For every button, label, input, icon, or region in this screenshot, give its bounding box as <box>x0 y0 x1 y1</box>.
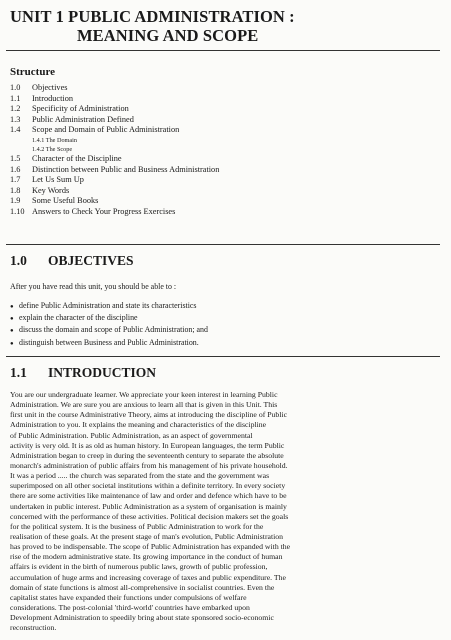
objective-text: explain the character of the discipline <box>19 313 138 323</box>
bullet-icon: ● <box>10 304 14 310</box>
introduction-title: INTRODUCTION <box>48 365 157 380</box>
objective-item <box>10 337 208 349</box>
structure-item-number: 1.7 <box>10 175 21 185</box>
objective-item <box>10 300 208 312</box>
introduction-line: concerned with the performance of these activities. Political decision makers set the goals <box>10 511 289 521</box>
structure-item-label: Let Us Sum Up <box>32 175 84 185</box>
unit-title-line-2: MEANING AND SCOPE <box>77 26 259 45</box>
introduction-line: Administration. We are sure you are anxious to learn all that is given in this Unit. This <box>10 400 278 410</box>
introduction-line: Administration to you. It explains the meaning and characteristics of the discipline <box>10 420 267 430</box>
structure-item-label: Introduction <box>32 93 74 103</box>
objectives-intro: After you have read this unit, you should be able to : <box>10 282 177 291</box>
introduction-number: 1.1 <box>10 365 27 380</box>
introduction-line: there are some activities like maintenance of law and order and defence which have to be <box>10 491 287 501</box>
structure-item <box>10 207 430 218</box>
objective-text: discuss the domain and scope of Public Administration; and <box>19 325 208 335</box>
objectives-heading <box>10 253 134 269</box>
introduction-divider <box>6 356 440 357</box>
introduction-line: considerations. The post-colonial 'third-world' countries have embarked upon <box>10 602 250 612</box>
objectives-number: 1.0 <box>10 253 27 268</box>
structure-item-number: 1.9 <box>10 196 21 206</box>
structure-item-number: 1.5 <box>10 153 21 163</box>
introduction-line: capitalist states have expanded their functions under compulsions of welfare <box>10 592 247 602</box>
unit-title-line-1: UNIT 1 PUBLIC ADMINISTRATION : <box>10 7 295 26</box>
introduction-line: Administration began to creep in during the seventeenth century to separate the absolute <box>10 450 284 460</box>
introduction-line: activity is very old. It is as old as human history. In European languages, the term Public <box>10 440 285 450</box>
introduction-line: It was a period ..... the church was separated from the state and the government was <box>10 471 270 481</box>
structure-subitem <box>10 145 430 154</box>
introduction-heading <box>10 365 156 381</box>
introduction-line: of Public Administration. Public Administration, as an aspect of governmental <box>10 430 253 440</box>
introduction-line: rise of the modern administrative state. Its growing importance in the conduct of human <box>10 552 283 562</box>
structure-item-number: 1.10 <box>10 206 25 216</box>
objective-item <box>10 312 208 324</box>
structure-item-label: Specificity of Administration <box>32 104 129 114</box>
objectives-title: OBJECTIVES <box>48 253 134 268</box>
objective-item <box>10 324 208 336</box>
structure-item-label: 1.4.1 The Domain <box>32 136 77 144</box>
structure-item <box>10 154 430 165</box>
unit-title <box>10 7 440 45</box>
structure-item-label: Distinction between Public and Business Administration <box>32 164 220 174</box>
structure-item-label: Key Words <box>32 185 70 195</box>
structure-item-number: 1.6 <box>10 164 21 174</box>
introduction-line: has proved to be indispensable. The scope of Public Administration has expanded with the <box>10 542 291 552</box>
structure-item-number: 1.8 <box>10 185 21 195</box>
structure-item-number: 1.2 <box>10 104 21 114</box>
structure-item <box>10 94 430 105</box>
objectives-list <box>10 300 208 349</box>
structure-heading: Structure <box>10 66 56 78</box>
structure-item <box>10 83 430 94</box>
introduction-body <box>10 390 440 633</box>
structure-item-number: 1.3 <box>10 114 21 124</box>
introduction-line: affairs is evident in the birth of numerous public laws, growth of public profession, <box>10 562 268 572</box>
structure-item-label: Answers to Check Your Progress Exercises <box>32 206 176 216</box>
objectives-divider <box>6 244 440 245</box>
title-divider <box>6 50 440 51</box>
structure-item-number: 1.1 <box>10 93 21 103</box>
introduction-line: accumulation of huge arms and increasing coverage of taxes and public expenditure. The <box>10 572 286 582</box>
structure-item-label: 1.4.2 The Scope <box>32 145 73 153</box>
bullet-icon: ● <box>10 328 14 335</box>
structure-item-number: 1.4 <box>10 125 21 135</box>
structure-item-label: Character of the Discipline <box>32 153 122 163</box>
introduction-line: You are our undergraduate learner. We appreciate your keen interest in learning Public <box>10 390 278 399</box>
objective-text: define Public Administration and state its characteristics <box>19 301 197 310</box>
introduction-line: monarch's administration of public affairs from his management of his private household. <box>10 460 288 470</box>
structure-item-number: 1.0 <box>10 83 21 92</box>
structure-item-label: Public Administration Defined <box>32 114 134 124</box>
structure-item-label: Objectives <box>32 83 68 92</box>
introduction-line: for the political system. It is the business of Public Administration to work for the <box>10 521 264 531</box>
structure-item-label: Some Useful Books <box>32 196 99 206</box>
introduction-line: superimposed on all other societal institutions within a definite territory. In every society <box>10 481 286 491</box>
structure-item <box>10 104 430 115</box>
objective-text: distinguish between Business and Public Administration. <box>19 337 199 347</box>
introduction-line: first unit in the course Administrative Theory, aims at introducing the discipline of Public <box>10 410 288 420</box>
structure-item <box>10 196 430 207</box>
structure-item <box>10 165 430 176</box>
structure-subitem <box>10 136 430 145</box>
structure-item <box>10 186 430 197</box>
bullet-icon: ● <box>10 340 14 347</box>
structure-item-label: Scope and Domain of Public Administration <box>32 125 180 135</box>
structure-item <box>10 125 430 136</box>
introduction-line: undertaken in public interest. Public Administration as a system of organisation is mainly <box>10 501 287 511</box>
introduction-line: realisation of these goals. At the present stage of man's evolution, Public Administration <box>10 531 284 541</box>
structure-item <box>10 115 430 126</box>
introduction-line: domain of state functions is almost all-comprehensive in socialist countries. Even the <box>10 582 275 592</box>
introduction-line: reconstruction. <box>10 623 57 633</box>
bullet-icon: ● <box>10 316 14 323</box>
structure-item <box>10 175 430 186</box>
introduction-line: Development Administration to speedily bring about state sponsored socio-economic <box>10 613 274 623</box>
structure-list <box>10 83 430 218</box>
